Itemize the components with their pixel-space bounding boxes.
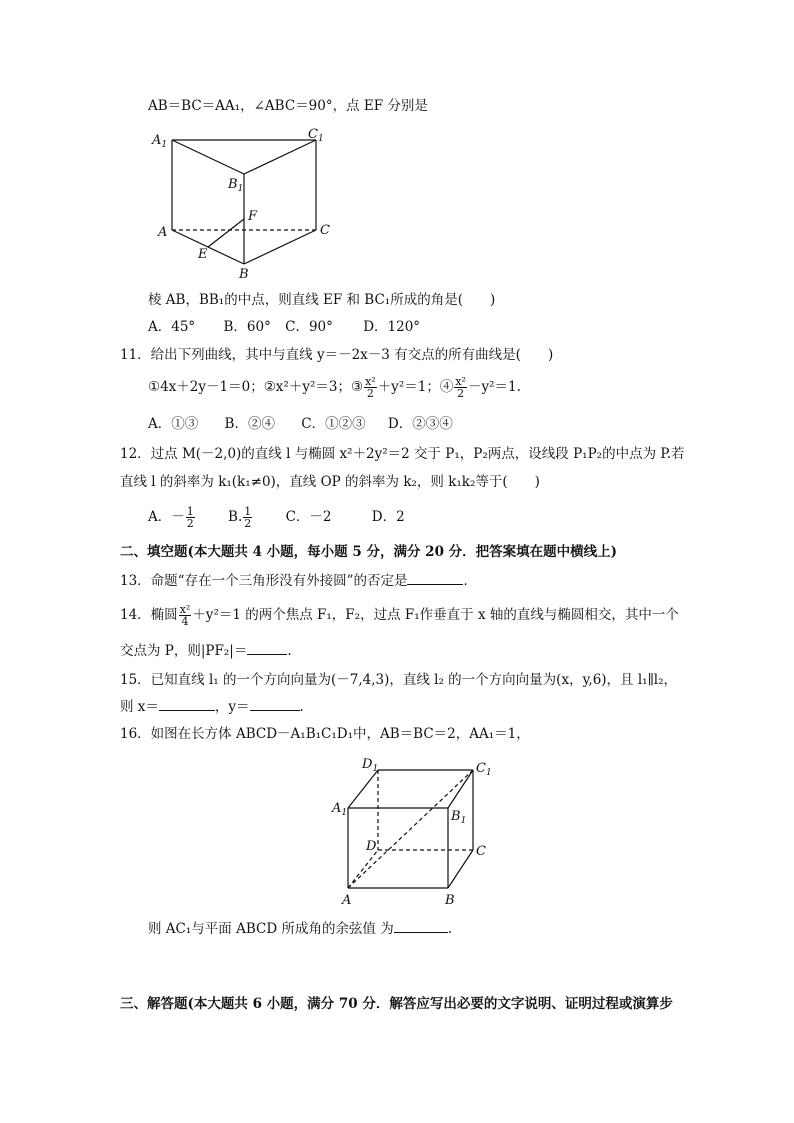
label-f: F — [248, 209, 258, 224]
edge-bc — [244, 230, 316, 264]
label-c: C — [476, 844, 486, 859]
q10-options — [148, 317, 420, 337]
edge-b1c1 — [448, 770, 473, 808]
q10-option-d: D．120° — [363, 319, 421, 335]
q12-option-d: D．2 — [371, 509, 405, 525]
q10-option-b: B．60° — [223, 319, 271, 335]
cuboid-figure — [330, 752, 500, 912]
edge-a1b1 — [172, 140, 244, 174]
label-a1: $A_1$ — [332, 801, 348, 818]
fraction: $\frac{\text{x²}}{4}$ — [179, 603, 191, 628]
label-a: A — [342, 893, 352, 908]
q10-option-c: C．90° — [285, 319, 333, 335]
fraction: $\frac{\text{x²}}{2}$ — [365, 375, 376, 400]
label-c: C — [320, 223, 330, 238]
q11-option-a: A．①③ — [148, 416, 199, 432]
q14-line2: 交点为 P，则|PF₂|＝ . — [120, 640, 292, 661]
answer-blank-y[interactable] — [250, 696, 300, 711]
label-a: A — [158, 225, 168, 240]
edge-a1d1 — [348, 770, 378, 808]
label-c1: $C_1$ — [308, 127, 324, 144]
q12-line2: 直线 l 的斜率为 k₁(k₁≠0)，直线 OP 的斜率为 k₂，则 k₁k₂等于( ) — [120, 474, 540, 490]
answer-blank[interactable] — [407, 570, 463, 585]
label-b1: $B_1$ — [451, 809, 467, 826]
q10-line2: 棱 AB，BB₁的中点，则直线 EF 和 BC₁所成的角是( ) — [148, 292, 496, 308]
q12-option-b: B. $\frac{1}{2}$ — [228, 505, 252, 530]
q12-line1: 12．过点 M(－2,0)的直线 l 与椭圆 x²＋2y²＝2 交于 P₁，P₂两点，设线段 P₁P₂的中点为 P.若 — [120, 446, 685, 462]
label-b: B — [239, 267, 249, 282]
answer-blank-x[interactable] — [159, 696, 215, 711]
label-d1: $D_1$ — [362, 757, 379, 774]
fraction: $\frac{\text{x²}}{2}$ — [455, 375, 466, 400]
section-3-heading: 三、解答题(本大题共 6 小题，满分 70 分．解答应写出必要的文字说明、证明过程或演算步 — [120, 996, 673, 1012]
label-b: B — [445, 893, 455, 908]
q14-line1: 14．椭圆 $\frac{\text{x²}}{4}$ ＋y²＝1 的两个焦点 F₁，F₂，过点 F₁作垂直于 x 轴的直线与椭圆相交，其中一个 — [120, 603, 679, 628]
q11-options — [148, 414, 453, 434]
q10-line1: AB＝BC＝AA₁，∠ABC＝90°，点 EF 分别是 — [148, 98, 428, 114]
label-a1: $A_1$ — [152, 133, 168, 150]
q12-options — [148, 506, 405, 529]
edge-ad-hidden — [348, 850, 378, 888]
label-b1: $B_1$ — [228, 177, 244, 194]
q11-option-d: D．②③④ — [387, 416, 453, 432]
answer-blank[interactable] — [247, 640, 287, 655]
q11-option-b: B．②④ — [224, 416, 275, 432]
answer-blank[interactable] — [394, 918, 448, 933]
section-2-heading: 二、填空题(本大题共 4 小题，每小题 5 分，满分 20 分．把答案填在题中横线上) — [120, 544, 618, 560]
q16-stem: 16．如图在长方体 ABCD－A₁B₁C₁D₁中，AB＝BC＝2，AA₁＝1， — [120, 726, 530, 742]
segment-ef — [208, 219, 244, 247]
q15-line1: 15．已知直线 l₁ 的一个方向向量为(－7,4,3)，直线 l₂ 的一个方向向量为(x，y,6)，且 l₁∥l₂， — [120, 672, 678, 688]
q11-curves: ①4x＋2y－1＝0；②x²＋y²＝3；③ $\frac{\text{x²}}{2}$ ＋y²＝1；④ $\frac{\text{x²}}{2}$ －y²＝1. — [148, 375, 521, 400]
label-c1: $C_1$ — [476, 761, 492, 778]
label-e: E — [198, 247, 208, 262]
edge-b1c1 — [244, 140, 316, 174]
q11-stem: 11．给出下列曲线，其中与直线 y＝－2x－3 有交点的所有曲线是( ) — [120, 347, 554, 363]
q11-option-c: C．①②③ — [301, 416, 366, 432]
q12-option-c: C．－2 — [285, 509, 332, 525]
q12-option-a: A．－ $\frac{1}{2}$ — [148, 505, 194, 530]
edge-bc — [448, 850, 473, 888]
q10-option-a: A．45° — [148, 319, 196, 335]
q15-line2: 则 x＝ ，y＝ . — [120, 696, 304, 717]
label-d: D — [366, 839, 377, 854]
prism-figure — [148, 124, 338, 284]
diagonal-ac1 — [348, 770, 473, 888]
q16-ask: 则 AC₁与平面 ABCD 所成角的余弦值 为 . — [148, 918, 452, 939]
q13: 13．命题“存在一个三角形没有外接圆”的否定是 ． — [120, 570, 477, 591]
